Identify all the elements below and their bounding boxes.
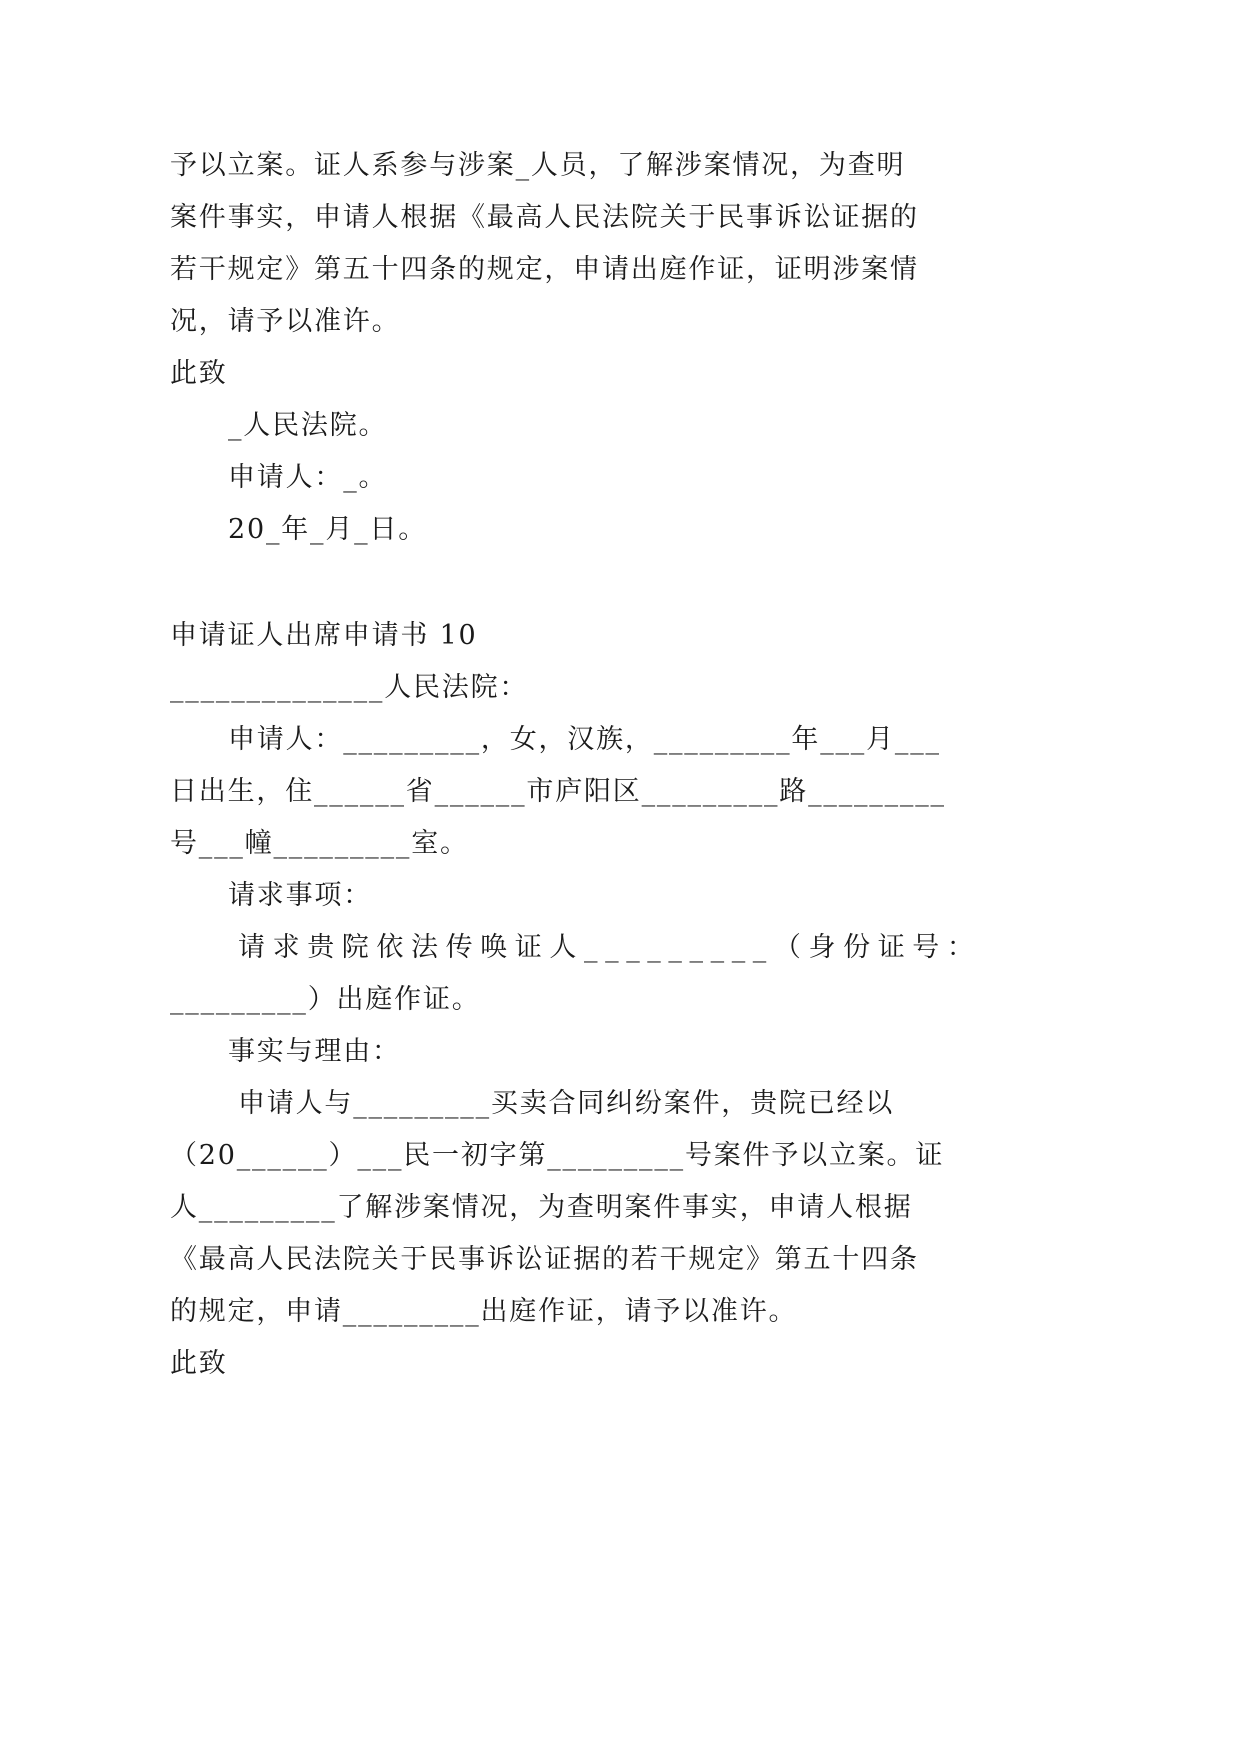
- applicant-signature-line: 申请人：_。: [228, 462, 388, 493]
- applicant-info-line: 号___幢_________室。: [170, 828, 469, 859]
- applicant-info-line: 日出生，住______省______市庐阳区_________路_________: [170, 776, 946, 807]
- document-title: 申请证人出席申请书 10: [170, 620, 478, 651]
- facts-line: 《最高人民法院关于民事诉讼证据的若干规定》第五十四条: [170, 1244, 919, 1275]
- applicant-info-line: 申请人：_________，女，汉族，_________年___月___: [228, 724, 941, 755]
- request-line: _________）出庭作证。: [170, 984, 481, 1015]
- request-heading: 请求事项：: [228, 880, 372, 911]
- facts-line: 申请人与_________买卖合同纠纷案件，贵院已经以: [238, 1088, 895, 1119]
- paragraph-line: 案件事实，申请人根据《最高人民法院关于民事诉讼证据的: [170, 202, 919, 233]
- facts-line: 的规定，申请_________出庭作证，请予以准许。: [170, 1296, 798, 1327]
- closing-salutation: 此致: [170, 1348, 228, 1379]
- facts-line: （20______）___民一初字第_________号案件予以立案。证: [170, 1140, 945, 1171]
- facts-line: 人_________了解涉案情况，为查明案件事实，申请人根据: [170, 1192, 913, 1223]
- addressee-line: ______________人民法院：: [170, 672, 529, 703]
- paragraph-line: 若干规定》第五十四条的规定，申请出庭作证，证明涉案情: [170, 254, 919, 285]
- date-line: 20_年_月_日。: [228, 514, 428, 545]
- court-line: _人民法院。: [228, 410, 388, 441]
- paragraph-line: 况，请予以准许。: [170, 306, 401, 337]
- paragraph-line: 予以立案。证人系参与涉案_人员，了解涉案情况，为查明: [170, 150, 906, 181]
- closing-salutation: 此致: [170, 358, 228, 389]
- request-line: 请求贵院依法传唤证人_________（身份证号：: [238, 932, 982, 963]
- facts-heading: 事实与理由：: [228, 1036, 401, 1067]
